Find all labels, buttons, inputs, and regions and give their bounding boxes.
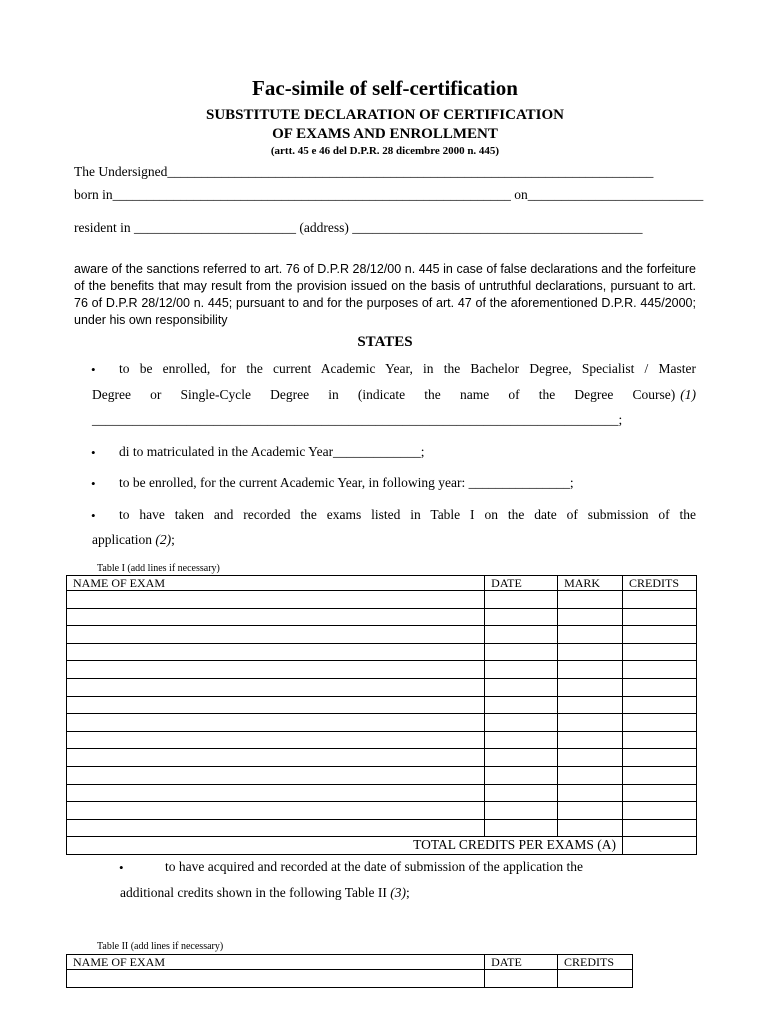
column-header-date: DATE — [485, 955, 558, 970]
column-header-mark: MARK — [558, 576, 623, 591]
undersigned-field[interactable]: The Undersigned________________________________________________________________________ — [74, 164, 654, 179]
document-subtitle-line-2: OF EXAMS AND ENROLLMENT — [272, 126, 498, 142]
table-row[interactable] — [67, 591, 697, 609]
degree-course-field[interactable]: ______________________________________________________________________________; — [92, 412, 623, 427]
table-row[interactable] — [67, 643, 697, 661]
statement-enrollment-line-1: to be enrolled, for the current Academic Year, in the Bachelor Degree, Specialist / Master — [119, 361, 696, 376]
table-row[interactable] — [67, 714, 697, 732]
page-title: Fac-simile of self-certification — [252, 76, 518, 100]
resident-in-field[interactable]: resident in ________________________ (address) ___________________________________________ — [74, 220, 643, 235]
table-2-caption: Table II (add lines if necessary) — [97, 941, 224, 952]
footnote-ref-2: (2) — [155, 532, 172, 547]
table-row[interactable] — [67, 731, 697, 749]
exams-table — [66, 575, 697, 855]
column-header-name-of-exam: NAME OF EXAM — [67, 955, 485, 970]
table-header-row — [67, 955, 633, 970]
statement-exams-text: application — [92, 532, 152, 547]
table-row[interactable] — [67, 749, 697, 767]
bullet-icon: • — [91, 508, 96, 523]
table-row[interactable] — [67, 696, 697, 714]
bullet-icon: • — [119, 860, 124, 875]
table-header-row — [67, 576, 697, 591]
additional-credits-table — [66, 954, 633, 988]
states-heading: STATES — [357, 334, 413, 350]
table-row[interactable] — [67, 661, 697, 679]
bullet-icon: • — [91, 362, 96, 377]
table-row[interactable] — [67, 802, 697, 820]
table-row[interactable] — [67, 766, 697, 784]
column-header-name-of-exam: NAME OF EXAM — [67, 576, 485, 591]
statement-exams-line-1: to have taken and recorded the exams listed in Table I on the date of submission of the — [119, 507, 696, 522]
table-row[interactable] — [67, 970, 633, 988]
table-row[interactable] — [67, 819, 697, 837]
footnote-ref-1: (1) — [680, 387, 696, 402]
document-subtitle: SUBSTITUTE DECLARATION OF CERTIFICATION — [205, 107, 564, 123]
statement-exams-end: ; — [171, 532, 175, 547]
table-row[interactable] — [67, 784, 697, 802]
statement-enrollment-line-2 — [92, 387, 696, 403]
total-credits-value[interactable] — [623, 837, 697, 855]
statement-matriculation[interactable]: di to matriculated in the Academic Year_____________; — [119, 444, 425, 459]
column-header-credits: CREDITS — [623, 576, 697, 591]
legal-reference: (artt. 45 e 46 del D.P.R. 28 dicembre 2000 n. 445) — [270, 145, 500, 157]
column-header-credits: CREDITS — [558, 955, 633, 970]
bullet-icon: • — [91, 445, 96, 460]
statement-additional-credits-end: ; — [406, 885, 410, 900]
footnote-ref-3: (3) — [390, 885, 407, 900]
table-row[interactable] — [67, 626, 697, 644]
statement-additional-credits-line-1: to have acquired and recorded at the date of submission of the application the — [165, 859, 583, 874]
table-1-caption: Table I (add lines if necessary) — [97, 563, 220, 574]
column-header-date: DATE — [485, 576, 558, 591]
statement-following-year[interactable]: to be enrolled, for the current Academic Year, in following year: _______________; — [119, 475, 574, 490]
awareness-paragraph: aware of the sanctions referred to art. 76 of D.P.R 28/12/00 n. 445 in case of false declarations and the forfeiture of the benefits that may result from the provision issued on the basis of untruthful declarations, pursuant to art. 76 of D.P.R 28/12/00 n. 445; pursuant to and for the purposes of art. 47 of the aforementioned D.P.R. 445/2000; under his own responsibility — [74, 262, 696, 327]
total-credits-label: TOTAL CREDITS PER EXAMS (A) — [67, 837, 623, 855]
statement-exams-line-2 — [92, 532, 175, 548]
statement-enrollment-text: Degree or Single-Cycle Degree in (indicate the name of the Degree Course) — [92, 387, 676, 402]
statement-additional-credits-text: additional credits shown in the following Table II — [120, 885, 387, 900]
total-credits-row — [67, 837, 697, 855]
table-row[interactable] — [67, 678, 697, 696]
table-row[interactable] — [67, 608, 697, 626]
born-in-field[interactable]: born in___________________________________________________________ on__________________________ — [74, 187, 704, 202]
bullet-icon: • — [91, 476, 96, 491]
statement-additional-credits-line-2 — [120, 885, 410, 901]
